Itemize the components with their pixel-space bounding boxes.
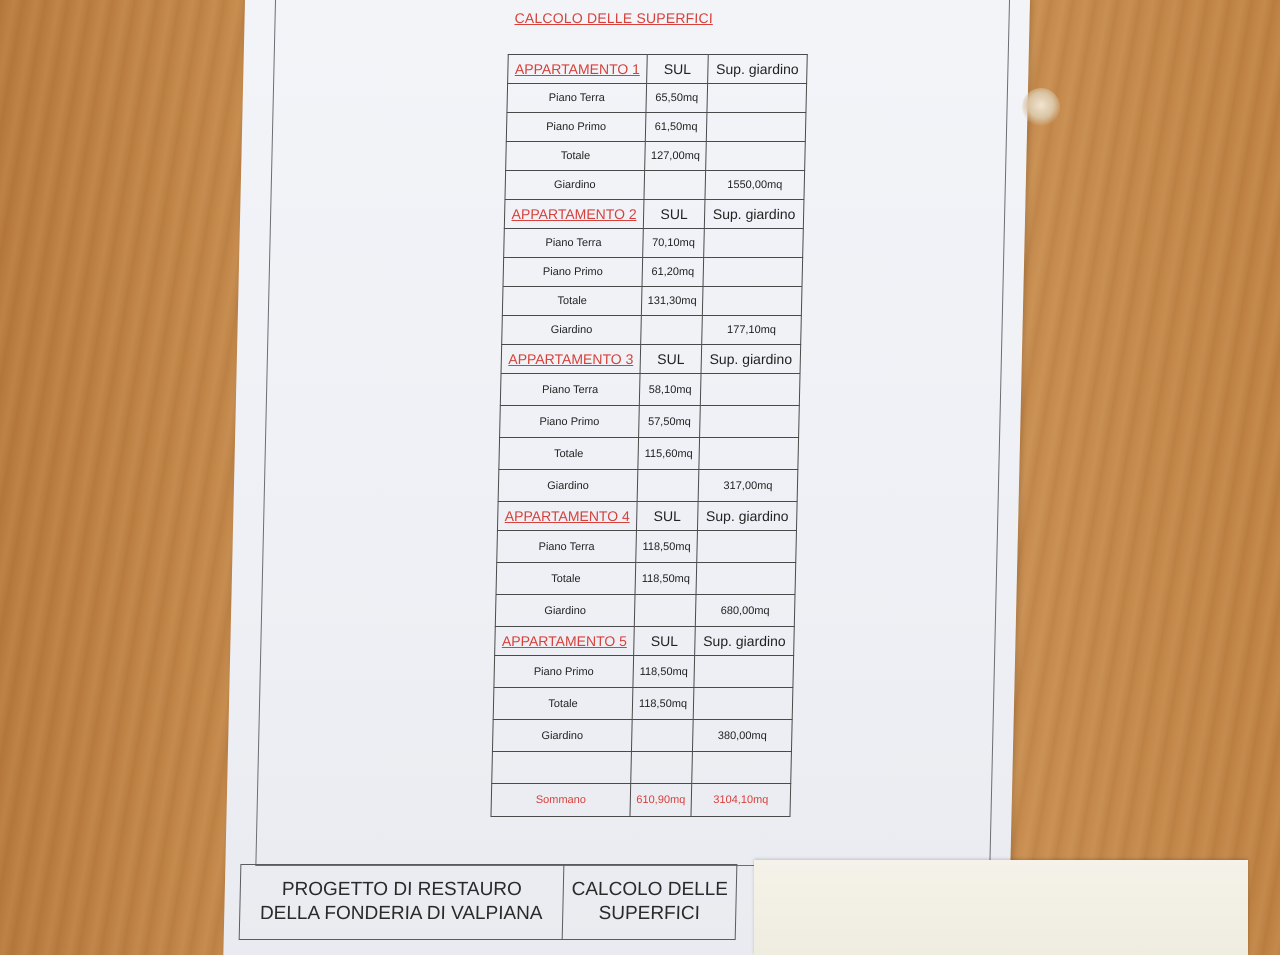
row-label: Totale	[499, 438, 639, 470]
apartment-name: APPARTAMENTO 5	[495, 627, 635, 656]
garden-value	[699, 438, 799, 470]
table-row	[494, 656, 794, 688]
table-row	[504, 229, 804, 258]
sul-value	[641, 316, 703, 345]
garden-value: 1550,00mq	[705, 171, 805, 200]
row-label: Piano Terra	[497, 531, 637, 563]
row-label: Giardino	[495, 595, 635, 627]
summary-garden-value: 3104,10mq	[691, 784, 791, 817]
garden-value	[696, 563, 796, 595]
sul-value: 115,60mq	[638, 438, 700, 470]
table-row	[505, 171, 805, 200]
sul-column-header: SUL	[647, 55, 709, 84]
sul-value	[644, 171, 706, 200]
garden-value: 380,00mq	[692, 720, 792, 752]
sul-value: 57,50mq	[639, 406, 701, 438]
table-row	[497, 531, 797, 563]
row-label: Giardino	[505, 171, 645, 200]
pushpin-hole	[1022, 88, 1060, 126]
garden-value	[706, 113, 806, 142]
garden-column-header: Sup. giardino	[704, 200, 804, 229]
apartment-header-row	[504, 200, 804, 229]
table-row	[495, 595, 795, 627]
project-name-cell	[240, 865, 565, 939]
sul-value: 118,50mq	[635, 563, 697, 595]
project-name-line-2: DELLA FONDERIA DI VALPIANA	[259, 903, 543, 924]
garden-value	[700, 374, 800, 406]
summary-sul-value: 610,90mq	[630, 784, 692, 817]
table-row	[493, 688, 793, 720]
garden-value	[703, 258, 803, 287]
row-label: Piano Terra	[500, 374, 640, 406]
sheet-title-line-2: SUPERFICI	[598, 903, 701, 924]
row-label: Piano Primo	[503, 258, 643, 287]
sul-value	[634, 595, 696, 627]
apartment-name: APPARTAMENTO 2	[504, 200, 644, 229]
apartment-name: APPARTAMENTO 1	[508, 55, 648, 84]
garden-value	[694, 656, 794, 688]
row-label: Giardino	[502, 316, 642, 345]
garden-value	[700, 406, 800, 438]
garden-value	[697, 531, 797, 563]
table-row	[500, 374, 800, 406]
table-row	[506, 142, 806, 171]
summary-row	[491, 784, 791, 817]
sul-value: 58,10mq	[639, 374, 701, 406]
paper-card	[754, 860, 1248, 955]
garden-column-header: Sup. giardino	[695, 627, 795, 656]
apartment-header-row	[495, 627, 795, 656]
garden-value	[693, 688, 793, 720]
sul-value: 61,20mq	[642, 258, 704, 287]
sul-value: 131,30mq	[641, 287, 703, 316]
garden-column-header: Sup. giardino	[708, 55, 808, 84]
empty-cell	[692, 752, 792, 784]
garden-value: 177,10mq	[702, 316, 802, 345]
sul-value: 118,50mq	[636, 531, 698, 563]
garden-value	[704, 229, 804, 258]
sheet-title-cell	[563, 865, 737, 939]
garden-column-header: Sup. giardino	[697, 502, 797, 531]
apartment-name: APPARTAMENTO 4	[497, 502, 637, 531]
apartment-name: APPARTAMENTO 3	[501, 345, 641, 374]
empty-row	[492, 752, 792, 784]
table-row	[502, 316, 802, 345]
sul-column-header: SUL	[636, 502, 698, 531]
row-label: Piano Primo	[494, 656, 634, 688]
garden-value: 680,00mq	[695, 595, 795, 627]
table-row	[506, 113, 806, 142]
sheet-title-line-1: CALCOLO DELLE	[571, 879, 729, 900]
garden-value	[707, 84, 807, 113]
row-label: Totale	[506, 142, 646, 171]
sul-column-header: SUL	[640, 345, 702, 374]
row-label: Totale	[502, 287, 642, 316]
sul-value: 127,00mq	[645, 142, 707, 171]
garden-value	[706, 142, 806, 171]
sul-column-header: SUL	[643, 200, 705, 229]
row-label: Totale	[496, 563, 636, 595]
row-label: Giardino	[492, 720, 632, 752]
row-label: Piano Terra	[507, 84, 647, 113]
table-row	[492, 720, 792, 752]
table-row	[502, 287, 802, 316]
garden-value: 317,00mq	[698, 470, 798, 502]
document-title: CALCOLO DELLE SUPERFICI	[514, 10, 714, 26]
sul-value: 65,50mq	[646, 84, 708, 113]
sul-value	[631, 720, 693, 752]
row-label: Totale	[493, 688, 633, 720]
empty-cell	[631, 752, 693, 784]
table-row	[498, 470, 798, 502]
row-label: Piano Primo	[500, 406, 640, 438]
sul-value: 118,50mq	[633, 656, 695, 688]
table-row	[500, 406, 800, 438]
row-label: Piano Terra	[504, 229, 644, 258]
sul-value	[637, 470, 699, 502]
summary-label: Sommano	[491, 784, 631, 817]
empty-cell	[492, 752, 632, 784]
garden-column-header: Sup. giardino	[701, 345, 801, 374]
table-row	[496, 563, 796, 595]
table-row	[507, 84, 807, 113]
sul-value: 118,50mq	[632, 688, 694, 720]
garden-value	[702, 287, 802, 316]
table-row	[503, 258, 803, 287]
sul-column-header: SUL	[634, 627, 696, 656]
paper-sheet	[223, 0, 1030, 955]
table-row	[499, 438, 799, 470]
apartment-header-row	[497, 502, 797, 531]
row-label: Giardino	[498, 470, 638, 502]
apartment-header-row	[508, 55, 808, 84]
title-block	[239, 864, 738, 940]
apartment-header-row	[501, 345, 801, 374]
surfaces-table	[490, 54, 807, 817]
sul-value: 61,50mq	[645, 113, 707, 142]
sul-value: 70,10mq	[643, 229, 705, 258]
row-label: Piano Primo	[506, 113, 646, 142]
project-name-line-1: PROGETTO DI RESTAURO	[281, 879, 523, 900]
